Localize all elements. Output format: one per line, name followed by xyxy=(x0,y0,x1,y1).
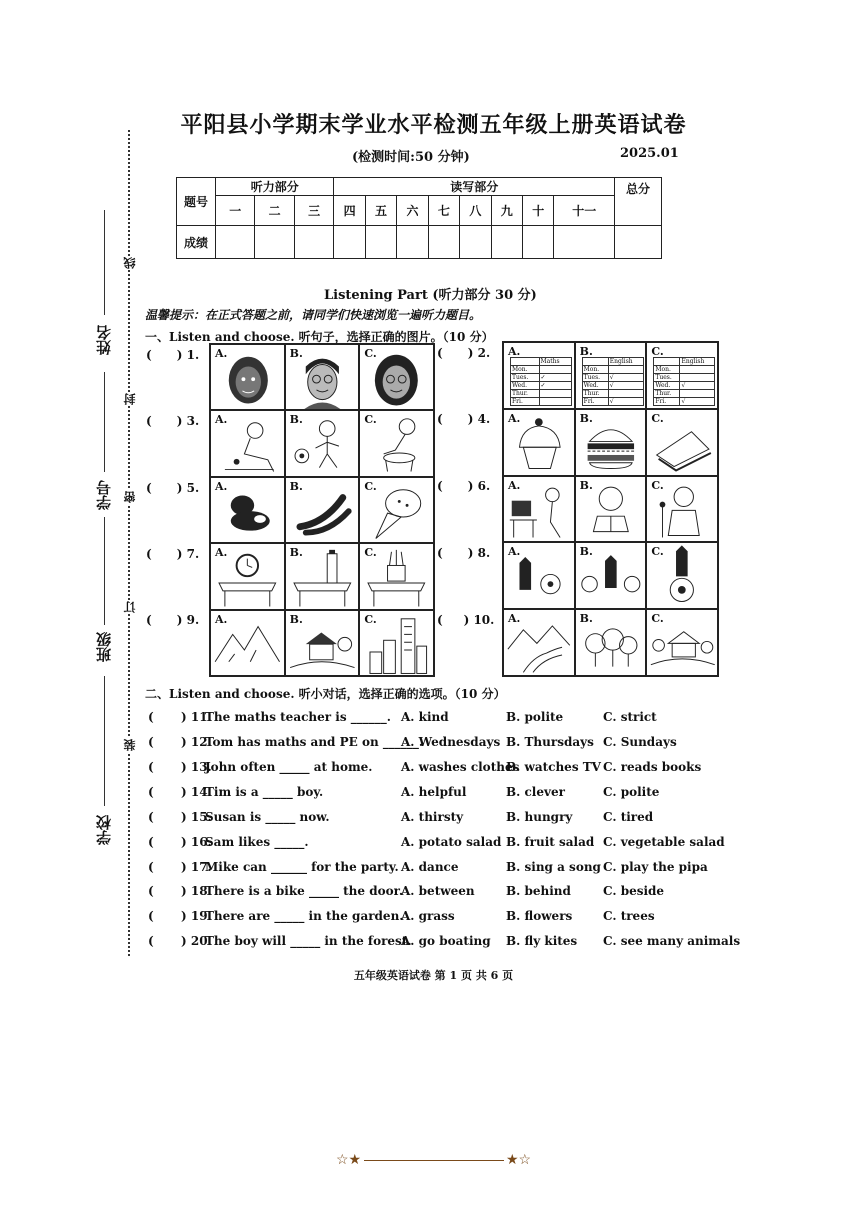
score-table-row-label-number: 题号 xyxy=(177,178,216,226)
option-b[interactable]: B. fruit salad xyxy=(506,835,595,849)
q2-c-timetable: English Mon. Tues. Wed. √ Thur. Fri. √ xyxy=(653,357,715,406)
option-c[interactable]: C. beside xyxy=(603,884,665,898)
score-col-7: 七 xyxy=(428,196,459,226)
q7-option-b[interactable]: B. xyxy=(285,543,360,609)
score-cell[interactable] xyxy=(523,226,554,259)
answer-paren[interactable]: ( xyxy=(148,860,154,874)
star-decoration-left: ☆★ xyxy=(336,1152,362,1168)
q7-label: ( ) 7. xyxy=(146,547,200,561)
score-col-4: 四 xyxy=(334,196,365,226)
picture-grid-left xyxy=(209,343,435,677)
option-b[interactable]: B. fly kites xyxy=(506,934,578,948)
score-table xyxy=(176,177,662,259)
section1-title: 一、Listen and choose. 听句子，选择正确的图片。（10 分） xyxy=(145,330,494,344)
q9-label: ( ) 9. xyxy=(146,613,200,627)
q9-option-c[interactable]: C. xyxy=(359,610,434,676)
q4-option-a[interactable]: A. xyxy=(503,409,575,476)
dog-on-ball-icon xyxy=(647,543,717,608)
hamburger-icon xyxy=(576,410,646,475)
option-a[interactable]: A. Wednesdays xyxy=(401,735,501,749)
option-b[interactable]: B. Thursdays xyxy=(506,735,594,749)
star-decoration-right: ★☆ xyxy=(506,1152,532,1168)
q2-option-a[interactable]: A. Maths Mon. Tues. ✓ Wed. ✓ Thur. Fri. xyxy=(503,342,575,409)
answer-paren[interactable]: ( xyxy=(148,934,154,948)
q5-option-a[interactable]: A. xyxy=(210,477,285,543)
binding-mark-secret: 密 xyxy=(123,491,137,503)
boy-football-icon xyxy=(286,411,359,475)
q7-option-c[interactable]: C. xyxy=(359,543,434,609)
eggs-icon xyxy=(211,478,284,542)
option-c[interactable]: C. Sundays xyxy=(603,735,677,749)
sandwich-icon xyxy=(647,410,717,475)
option-b[interactable]: B. behind xyxy=(506,884,571,898)
q6-option-b[interactable]: B. xyxy=(575,476,647,543)
q1-option-b[interactable]: B. xyxy=(285,344,360,410)
option-c[interactable]: C. play the pipa xyxy=(603,860,708,874)
option-b[interactable]: B. sing a song xyxy=(506,860,601,874)
option-b[interactable]: B. flowers xyxy=(506,909,573,923)
score-col-8: 八 xyxy=(460,196,491,226)
q6-option-c[interactable]: C. xyxy=(646,476,718,543)
q4-option-c[interactable]: C. xyxy=(646,409,718,476)
dog-left-of-ball-icon xyxy=(504,543,574,608)
answer-paren[interactable]: ( xyxy=(148,785,154,799)
ice-cream-icon xyxy=(360,478,433,542)
q5-option-c[interactable]: C. xyxy=(359,477,434,543)
binding-mark-bind: 订 xyxy=(123,601,137,613)
score-table-group-listening: 听力部分 xyxy=(216,178,334,196)
city-buildings-icon xyxy=(360,611,433,675)
q10-option-a[interactable]: A. xyxy=(503,609,575,676)
q10-option-c[interactable]: C. xyxy=(646,609,718,676)
question-number: ) 20. xyxy=(181,934,212,948)
question-stem: Susan is _____ now. xyxy=(205,810,330,824)
option-c[interactable]: C. polite xyxy=(603,785,660,799)
option-b[interactable]: B. clever xyxy=(506,785,565,799)
score-cell[interactable] xyxy=(294,226,334,259)
q3-label: ( ) 3. xyxy=(146,414,200,428)
dog-between-balls-icon xyxy=(576,543,646,608)
answer-paren[interactable]: ( xyxy=(148,909,154,923)
question-stem: Sam likes _____. xyxy=(205,835,309,849)
q8-option-c[interactable]: C. xyxy=(646,542,718,609)
score-cell[interactable] xyxy=(216,226,255,259)
q5-option-b[interactable]: B. xyxy=(285,477,360,543)
cupcake-icon xyxy=(504,410,574,475)
question-number: ) 15. xyxy=(181,810,212,824)
student-number-label: 学号 xyxy=(95,480,113,510)
q6-option-a[interactable]: A. xyxy=(503,476,575,543)
answer-paren[interactable]: ( xyxy=(148,710,154,724)
boy-washing-icon xyxy=(360,411,433,475)
answer-paren[interactable]: ( xyxy=(148,760,154,774)
old-woman-face-icon xyxy=(211,345,284,409)
picture-grid-right xyxy=(502,341,719,677)
bottle-on-table-icon xyxy=(286,544,359,608)
score-col-11: 十一 xyxy=(554,196,615,226)
question-number: ) 17. xyxy=(181,860,212,874)
footer-divider xyxy=(364,1160,504,1161)
question-number: ) 16. xyxy=(181,835,212,849)
q10-label: ( ) 10. xyxy=(437,613,495,627)
option-b[interactable]: B. watches TV xyxy=(506,760,601,774)
answer-paren[interactable]: ( xyxy=(148,884,154,898)
option-c[interactable]: C. see many animals xyxy=(603,934,741,948)
q8-label: ( ) 8. xyxy=(437,546,491,560)
q6-label: ( ) 6. xyxy=(437,479,491,493)
river-landscape-icon xyxy=(504,610,574,675)
option-a[interactable]: A. potato salad xyxy=(401,835,502,849)
score-cell[interactable] xyxy=(365,226,396,259)
man-glasses-face-icon xyxy=(286,345,359,409)
question-stem: There is a bike _____ the door. xyxy=(205,884,403,898)
question-stem: Mike can ______ for the party. xyxy=(205,860,399,874)
school-field-line[interactable] xyxy=(104,676,105,806)
option-a[interactable]: A. go boating xyxy=(401,934,491,948)
q9-option-b[interactable]: B. xyxy=(285,610,360,676)
girl-drawing-icon xyxy=(211,411,284,475)
girl-reading-icon xyxy=(576,477,646,542)
option-a[interactable]: A. helpful xyxy=(401,785,467,799)
score-col-9: 九 xyxy=(491,196,522,226)
score-col-1: 一 xyxy=(216,196,255,226)
option-a[interactable]: A. washes clothes xyxy=(401,760,520,774)
option-b[interactable]: B. polite xyxy=(506,710,564,724)
question-number: ) 12. xyxy=(181,735,212,749)
q4-option-b[interactable]: B. xyxy=(575,409,647,476)
option-a[interactable]: A. between xyxy=(401,884,475,898)
score-cell[interactable] xyxy=(491,226,522,259)
question-stem: The maths teacher is ______. xyxy=(205,710,391,724)
question-stem: John often _____ at home. xyxy=(205,760,373,774)
option-a[interactable]: A. kind xyxy=(401,710,449,724)
listening-part-title: Listening Part (听力部分 30 分) xyxy=(324,288,537,303)
class-label: 班级 xyxy=(95,632,113,662)
option-a[interactable]: A. thirsty xyxy=(401,810,464,824)
q10-option-b[interactable]: B. xyxy=(575,609,647,676)
question-stem: The boy will _____ in the forest. xyxy=(205,934,412,948)
binding-mark-pack: 装 xyxy=(123,739,137,751)
score-col-3: 三 xyxy=(294,196,334,226)
q8-option-a[interactable]: A. xyxy=(503,542,575,609)
q2-option-b[interactable]: B. English Mon. Tues. √ Wed. √ Thur. Fri. √ xyxy=(575,342,647,409)
name-field-line[interactable] xyxy=(104,210,105,315)
girl-singing-icon xyxy=(647,477,717,542)
question-number: ) 18. xyxy=(181,884,212,898)
option-c[interactable]: C. trees xyxy=(603,909,655,923)
q3-option-c[interactable]: C. xyxy=(359,410,434,476)
option-a[interactable]: A. dance xyxy=(401,860,459,874)
score-cell[interactable] xyxy=(334,226,365,259)
village-house-icon xyxy=(286,611,359,675)
option-c[interactable]: C. reads books xyxy=(603,760,702,774)
class-field-line[interactable] xyxy=(104,517,105,625)
q1-option-a[interactable]: A. xyxy=(210,344,285,410)
score-col-10: 十 xyxy=(523,196,554,226)
forest-trees-icon xyxy=(576,610,646,675)
score-table-total: 总分 xyxy=(615,178,662,226)
score-col-2: 二 xyxy=(255,196,294,226)
q3-option-a[interactable]: A. xyxy=(210,410,285,476)
question-stem: Tim is a _____ boy. xyxy=(205,785,324,799)
house-in-trees-icon xyxy=(647,610,717,675)
listening-hint: 温馨提示：在正式答题之前，请同学们快速浏览一遍听力题目。 xyxy=(145,308,482,322)
mountains-icon xyxy=(211,611,284,675)
binding-mark-line: 线 xyxy=(123,257,137,269)
q2-label: ( ) 2. xyxy=(437,346,491,360)
q9-option-a[interactable]: A. xyxy=(210,610,285,676)
question-stem: Tom has maths and PE on ______. xyxy=(205,735,424,749)
score-cell[interactable] xyxy=(554,226,615,259)
score-cell[interactable] xyxy=(460,226,491,259)
score-cell[interactable] xyxy=(255,226,294,259)
clock-on-table-icon xyxy=(211,544,284,608)
q2-b-timetable: English Mon. Tues. √ Wed. √ Thur. Fri. √ xyxy=(582,357,644,406)
score-col-6: 六 xyxy=(397,196,428,226)
student-number-line[interactable] xyxy=(104,372,105,472)
binding-mark-seal: 封 xyxy=(123,393,137,405)
q7-option-a[interactable]: A. xyxy=(210,543,285,609)
option-c[interactable]: C. vegetable salad xyxy=(603,835,725,849)
girl-computer-icon xyxy=(504,477,574,542)
q5-label: ( ) 5. xyxy=(146,481,200,495)
chili-peppers-icon xyxy=(286,478,359,542)
option-a[interactable]: A. grass xyxy=(401,909,455,923)
woman-glasses-face-icon xyxy=(360,345,433,409)
answer-paren[interactable]: ( xyxy=(148,735,154,749)
q2-option-c[interactable]: C. English Mon. Tues. Wed. √ Thur. Fri. √ xyxy=(646,342,718,409)
exam-duration: (检测时间:50 分钟) xyxy=(352,150,470,165)
exam-date: 2025.01 xyxy=(620,146,679,161)
score-cell[interactable] xyxy=(615,226,662,259)
question-number: ) 11. xyxy=(181,710,212,724)
page-title: 平阳县小学期末学业水平检测五年级上册英语试卷 xyxy=(180,112,687,138)
option-c[interactable]: C. strict xyxy=(603,710,657,724)
q1-label: ( ) 1. xyxy=(146,348,200,362)
question-number: ) 19. xyxy=(181,909,212,923)
school-label: 学校 xyxy=(95,815,113,845)
q3-option-b[interactable]: B. xyxy=(285,410,360,476)
question-number: ) 13. xyxy=(181,760,212,774)
binding-dotted-line xyxy=(128,130,130,956)
answer-paren[interactable]: ( xyxy=(148,835,154,849)
score-cell[interactable] xyxy=(397,226,428,259)
score-table-group-reading: 读写部分 xyxy=(334,178,615,196)
question-stem: There are _____ in the garden. xyxy=(205,909,404,923)
score-col-5: 五 xyxy=(365,196,396,226)
option-b[interactable]: B. hungry xyxy=(506,810,573,824)
option-c[interactable]: C. tired xyxy=(603,810,654,824)
score-cell[interactable] xyxy=(428,226,459,259)
page-footer: 五年级英语试卷 第 1 页 共 6 页 xyxy=(353,969,514,982)
q1-option-c[interactable]: C. xyxy=(359,344,434,410)
q2-a-timetable: Maths Mon. Tues. ✓ Wed. ✓ Thur. Fri. xyxy=(510,357,572,406)
q8-option-b[interactable]: B. xyxy=(575,542,647,609)
plant-on-table-icon xyxy=(360,544,433,608)
section2-title: 二、Listen and choose. 听小对话，选择正确的选项。（10 分） xyxy=(145,687,506,701)
q4-label: ( ) 4. xyxy=(437,412,491,426)
answer-paren[interactable]: ( xyxy=(148,810,154,824)
score-table-row-label-score: 成绩 xyxy=(177,226,216,259)
question-number: ) 14. xyxy=(181,785,212,799)
name-field-label: 姓名 xyxy=(95,325,113,355)
